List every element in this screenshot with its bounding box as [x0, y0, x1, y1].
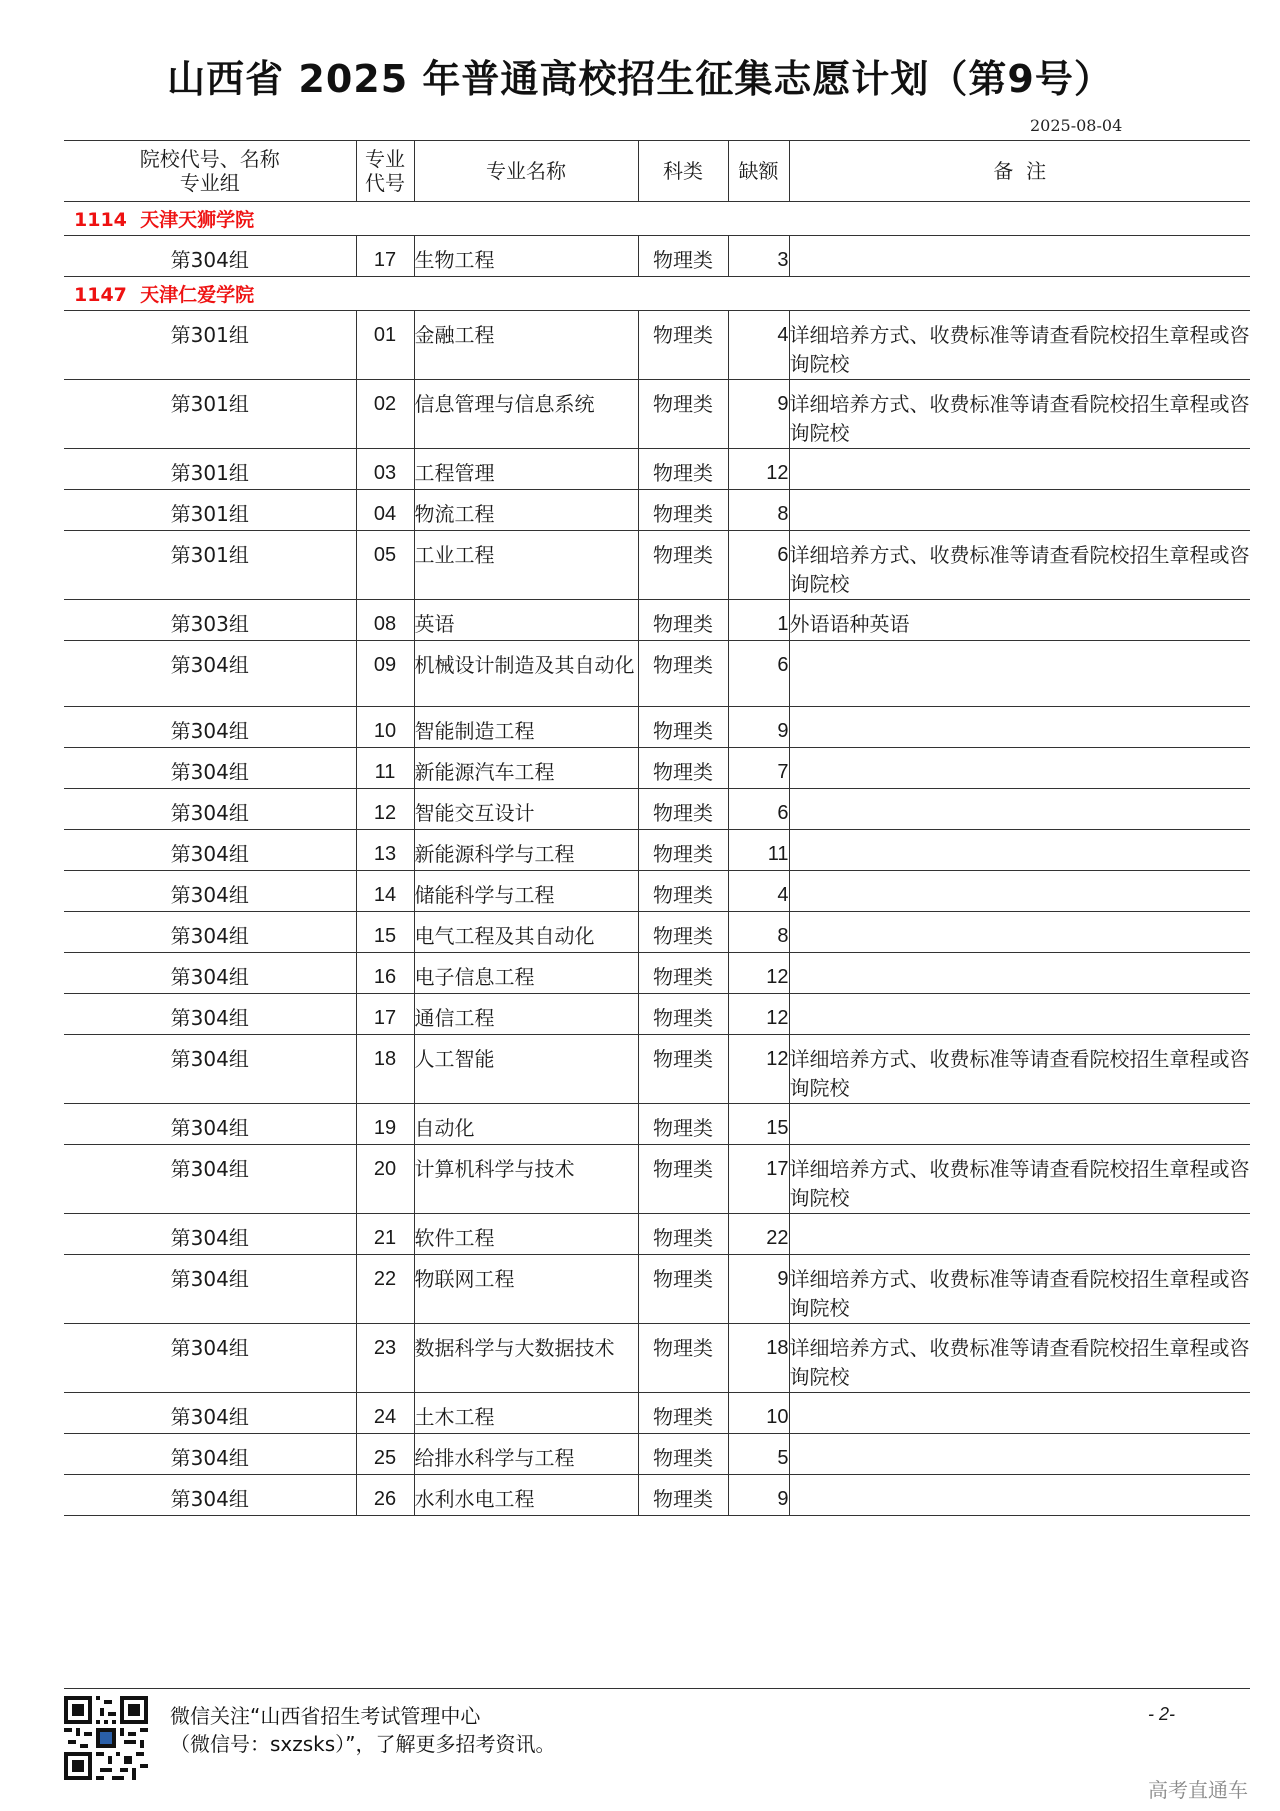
vacancy-cell: 5	[728, 1434, 789, 1475]
major-name-cell: 物流工程	[414, 490, 638, 531]
subject-cell: 物理类	[638, 789, 728, 830]
note-cell	[789, 912, 1250, 953]
vacancy-cell: 7	[728, 748, 789, 789]
subject-cell: 物理类	[638, 1324, 728, 1393]
note-cell: 详细培养方式、收费标准等请查看院校招生章程或咨询院校	[789, 1255, 1250, 1324]
group-cell: 第301组	[64, 449, 356, 490]
school-name: 1147 天津仁爱学院	[64, 277, 1250, 311]
group-cell: 第304组	[64, 236, 356, 277]
note-cell	[789, 641, 1250, 707]
major-name-cell: 新能源汽车工程	[414, 748, 638, 789]
subject-cell: 物理类	[638, 311, 728, 380]
col-code-header-line1: 专业	[365, 147, 405, 171]
group-cell: 第304组	[64, 1145, 356, 1214]
subject-cell: 物理类	[638, 1104, 728, 1145]
note-cell: 详细培养方式、收费标准等请查看院校招生章程或咨询院校	[789, 311, 1250, 380]
group-cell: 第304组	[64, 912, 356, 953]
note-cell	[789, 994, 1250, 1035]
subject-cell: 物理类	[638, 380, 728, 449]
table-row	[64, 830, 1250, 871]
vacancy-cell: 4	[728, 311, 789, 380]
table-row	[64, 641, 1250, 707]
group-cell: 第304组	[64, 1434, 356, 1475]
table-row	[64, 912, 1250, 953]
subject-cell: 物理类	[638, 871, 728, 912]
table-row	[64, 1035, 1250, 1104]
major-code-cell: 21	[356, 1214, 414, 1255]
major-name-cell: 给排水科学与工程	[414, 1434, 638, 1475]
subject-cell: 物理类	[638, 953, 728, 994]
subject-cell: 物理类	[638, 490, 728, 531]
major-name-cell: 新能源科学与工程	[414, 830, 638, 871]
plan-table	[64, 140, 1250, 1516]
note-cell	[789, 1393, 1250, 1434]
major-name-cell: 数据科学与大数据技术	[414, 1324, 638, 1393]
note-cell	[789, 236, 1250, 277]
major-code-cell: 09	[356, 641, 414, 707]
subject-cell: 物理类	[638, 1145, 728, 1214]
vacancy-cell: 12	[728, 449, 789, 490]
major-code-cell: 26	[356, 1475, 414, 1516]
subject-cell: 物理类	[638, 830, 728, 871]
group-cell: 第304组	[64, 1214, 356, 1255]
table-body	[64, 202, 1250, 1516]
note-cell: 详细培养方式、收费标准等请查看院校招生章程或咨询院校	[789, 1324, 1250, 1393]
vacancy-cell: 12	[728, 1035, 789, 1104]
group-cell: 第304组	[64, 1393, 356, 1434]
group-cell: 第304组	[64, 953, 356, 994]
group-cell: 第304组	[64, 1475, 356, 1516]
major-name-cell: 金融工程	[414, 311, 638, 380]
note-cell	[789, 1475, 1250, 1516]
group-cell: 第301组	[64, 531, 356, 600]
table-row	[64, 449, 1250, 490]
subject-cell: 物理类	[638, 707, 728, 748]
col-group-header-line2: 专业组	[179, 171, 240, 195]
note-cell	[789, 871, 1250, 912]
table-row	[64, 600, 1250, 641]
group-cell: 第304组	[64, 871, 356, 912]
major-name-cell: 软件工程	[414, 1214, 638, 1255]
major-code-cell: 05	[356, 531, 414, 600]
table-row	[64, 1255, 1250, 1324]
vacancy-cell: 8	[728, 490, 789, 531]
group-cell: 第304组	[64, 1035, 356, 1104]
vacancy-cell: 6	[728, 531, 789, 600]
major-code-cell: 16	[356, 953, 414, 994]
vacancy-cell: 10	[728, 1393, 789, 1434]
note-cell	[789, 748, 1250, 789]
major-name-cell: 电子信息工程	[414, 953, 638, 994]
school-row	[64, 202, 1250, 236]
subject-cell: 物理类	[638, 1475, 728, 1516]
table-row	[64, 1145, 1250, 1214]
major-code-cell: 14	[356, 871, 414, 912]
vacancy-cell: 22	[728, 1214, 789, 1255]
major-name-cell: 信息管理与信息系统	[414, 380, 638, 449]
table-row	[64, 1393, 1250, 1434]
table-row	[64, 994, 1250, 1035]
note-cell: 详细培养方式、收费标准等请查看院校招生章程或咨询院校	[789, 1035, 1250, 1104]
major-name-cell: 生物工程	[414, 236, 638, 277]
table-row	[64, 1434, 1250, 1475]
major-name-cell: 英语	[414, 600, 638, 641]
note-cell: 外语语种英语	[789, 600, 1250, 641]
vacancy-cell: 8	[728, 912, 789, 953]
table-row	[64, 871, 1250, 912]
major-code-cell: 13	[356, 830, 414, 871]
subject-cell: 物理类	[638, 641, 728, 707]
col-subject-header: 科类	[638, 141, 728, 202]
vacancy-cell: 9	[728, 707, 789, 748]
major-name-cell: 工业工程	[414, 531, 638, 600]
note-cell: 详细培养方式、收费标准等请查看院校招生章程或咨询院校	[789, 1145, 1250, 1214]
col-code-header-line2: 代号	[365, 171, 405, 195]
page-title: 山西省 2025 年普通高校招生征集志愿计划（第9号）	[167, 57, 1113, 101]
vacancy-cell: 9	[728, 380, 789, 449]
subject-cell: 物理类	[638, 1255, 728, 1324]
subject-cell: 物理类	[638, 449, 728, 490]
note-cell	[789, 1434, 1250, 1475]
footer-notice	[170, 1702, 556, 1758]
major-name-cell: 工程管理	[414, 449, 638, 490]
vacancy-cell: 6	[728, 789, 789, 830]
table-row	[64, 1104, 1250, 1145]
note-cell	[789, 707, 1250, 748]
vacancy-cell: 11	[728, 830, 789, 871]
vacancy-cell: 12	[728, 994, 789, 1035]
note-cell	[789, 789, 1250, 830]
subject-cell: 物理类	[638, 748, 728, 789]
table-row	[64, 380, 1250, 449]
col-note-header: 备 注	[789, 141, 1250, 202]
publish-date: 2025-08-04	[1030, 116, 1123, 135]
group-cell: 第301组	[64, 311, 356, 380]
vacancy-cell: 12	[728, 953, 789, 994]
vacancy-cell: 18	[728, 1324, 789, 1393]
major-code-cell: 11	[356, 748, 414, 789]
group-cell: 第301组	[64, 490, 356, 531]
vacancy-cell: 4	[728, 871, 789, 912]
note-cell	[789, 449, 1250, 490]
table-row	[64, 1324, 1250, 1393]
group-cell: 第303组	[64, 600, 356, 641]
major-code-cell: 04	[356, 490, 414, 531]
major-code-cell: 01	[356, 311, 414, 380]
major-code-cell: 02	[356, 380, 414, 449]
major-code-cell: 03	[356, 449, 414, 490]
note-cell: 详细培养方式、收费标准等请查看院校招生章程或咨询院校	[789, 531, 1250, 600]
vacancy-cell: 1	[728, 600, 789, 641]
note-cell	[789, 490, 1250, 531]
major-name-cell: 计算机科学与技术	[414, 1145, 638, 1214]
table-row	[64, 789, 1250, 830]
page-number: - 2-	[1148, 1704, 1175, 1724]
qr-code-icon	[64, 1696, 148, 1780]
footer-notice-line1: 微信关注“山西省招生考试管理中心	[170, 1704, 481, 1728]
school-name: 1114 天津天狮学院	[64, 202, 1250, 236]
col-code-header	[356, 141, 414, 202]
note-cell	[789, 1214, 1250, 1255]
table-row	[64, 748, 1250, 789]
major-code-cell: 12	[356, 789, 414, 830]
table-header	[64, 141, 1250, 202]
note-cell	[789, 953, 1250, 994]
table-row	[64, 1475, 1250, 1516]
table-row	[64, 531, 1250, 600]
footer-notice-line2: （微信号：sxzsks）”，了解更多招考资讯。	[170, 1732, 556, 1756]
table-row	[64, 490, 1250, 531]
major-name-cell: 物联网工程	[414, 1255, 638, 1324]
col-vacancy-header: 缺额	[728, 141, 789, 202]
vacancy-cell: 17	[728, 1145, 789, 1214]
major-code-cell: 17	[356, 994, 414, 1035]
major-code-cell: 25	[356, 1434, 414, 1475]
table-row	[64, 707, 1250, 748]
note-cell: 详细培养方式、收费标准等请查看院校招生章程或咨询院校	[789, 380, 1250, 449]
group-cell: 第301组	[64, 380, 356, 449]
major-code-cell: 15	[356, 912, 414, 953]
table-row	[64, 311, 1250, 380]
subject-cell: 物理类	[638, 1393, 728, 1434]
subject-cell: 物理类	[638, 1035, 728, 1104]
group-cell: 第304组	[64, 1324, 356, 1393]
group-cell: 第304组	[64, 830, 356, 871]
vacancy-cell: 6	[728, 641, 789, 707]
vacancy-cell: 3	[728, 236, 789, 277]
subject-cell: 物理类	[638, 531, 728, 600]
table-row	[64, 1214, 1250, 1255]
vacancy-cell: 15	[728, 1104, 789, 1145]
major-name-cell: 智能交互设计	[414, 789, 638, 830]
group-cell: 第304组	[64, 748, 356, 789]
group-cell: 第304组	[64, 789, 356, 830]
major-code-cell: 17	[356, 236, 414, 277]
note-cell	[789, 830, 1250, 871]
subject-cell: 物理类	[638, 994, 728, 1035]
col-major-header: 专业名称	[414, 141, 638, 202]
major-code-cell: 18	[356, 1035, 414, 1104]
subject-cell: 物理类	[638, 1214, 728, 1255]
major-code-cell: 24	[356, 1393, 414, 1434]
major-name-cell: 自动化	[414, 1104, 638, 1145]
group-cell: 第304组	[64, 994, 356, 1035]
vacancy-cell: 9	[728, 1475, 789, 1516]
major-name-cell: 智能制造工程	[414, 707, 638, 748]
school-row	[64, 277, 1250, 311]
table-row	[64, 953, 1250, 994]
footer-divider	[64, 1688, 1250, 1689]
major-name-cell: 电气工程及其自动化	[414, 912, 638, 953]
major-code-cell: 20	[356, 1145, 414, 1214]
col-group-header-line1: 院校代号、名称	[139, 147, 280, 171]
subject-cell: 物理类	[638, 600, 728, 641]
major-name-cell: 机械设计制造及其自动化	[414, 641, 638, 707]
subject-cell: 物理类	[638, 1434, 728, 1475]
subject-cell: 物理类	[638, 236, 728, 277]
major-code-cell: 19	[356, 1104, 414, 1145]
major-name-cell: 土木工程	[414, 1393, 638, 1434]
group-cell: 第304组	[64, 641, 356, 707]
major-name-cell: 通信工程	[414, 994, 638, 1035]
major-name-cell: 水利水电工程	[414, 1475, 638, 1516]
major-name-cell: 人工智能	[414, 1035, 638, 1104]
note-cell	[789, 1104, 1250, 1145]
vacancy-cell: 9	[728, 1255, 789, 1324]
group-cell: 第304组	[64, 1255, 356, 1324]
subject-cell: 物理类	[638, 912, 728, 953]
major-code-cell: 23	[356, 1324, 414, 1393]
major-code-cell: 22	[356, 1255, 414, 1324]
watermark: 高考直通车	[1148, 1778, 1248, 1802]
major-code-cell: 10	[356, 707, 414, 748]
major-code-cell: 08	[356, 600, 414, 641]
col-group-header	[64, 141, 356, 202]
group-cell: 第304组	[64, 1104, 356, 1145]
group-cell: 第304组	[64, 707, 356, 748]
major-name-cell: 储能科学与工程	[414, 871, 638, 912]
table-row	[64, 236, 1250, 277]
